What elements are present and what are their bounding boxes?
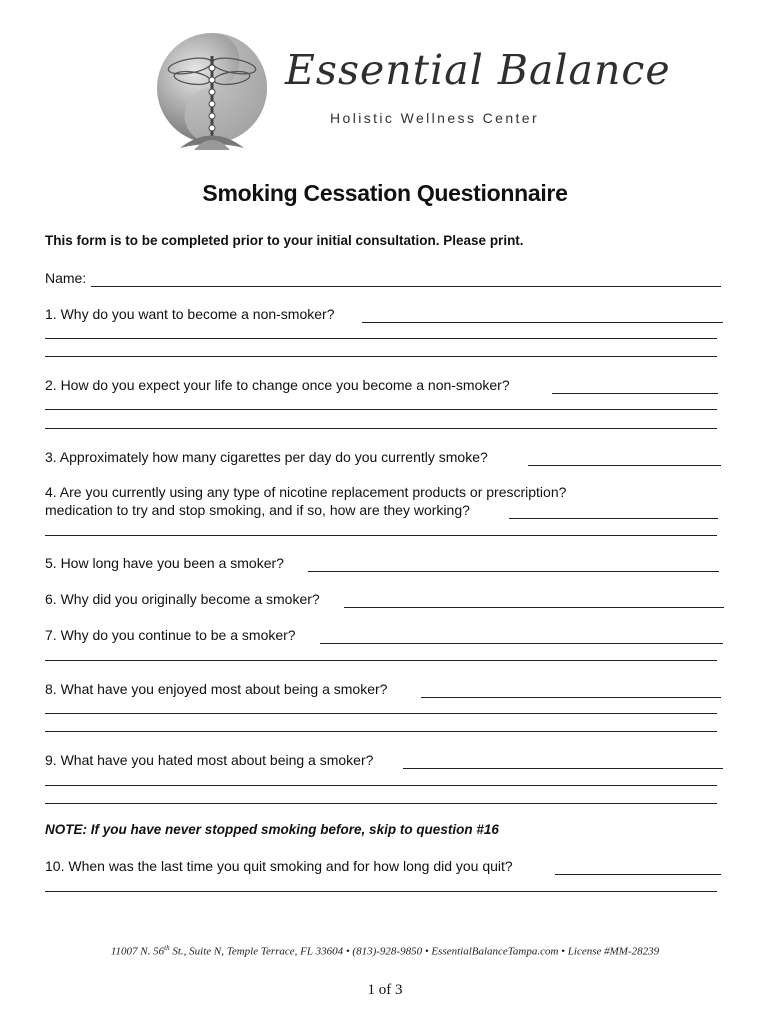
answer-4-line-2[interactable] — [45, 535, 717, 536]
answer-1-field[interactable] — [362, 306, 723, 323]
question-5: 5. How long have you been a smoker? — [45, 555, 284, 571]
question-3: 3. Approximately how many cigarettes per day do you currently smoke? — [45, 449, 488, 465]
question-4-continued: medication to try and stop smoking, and if so, how are they working? — [45, 502, 470, 518]
footer-address — [0, 944, 770, 958]
question-8: 8. What have you enjoyed most about being a smoker? — [45, 681, 388, 697]
answer-10-line-2[interactable] — [45, 891, 717, 892]
answer-2-line-2[interactable] — [45, 409, 717, 410]
name-label: Name: — [45, 270, 87, 286]
question-1: 1. Why do you want to become a non-smoker? — [45, 306, 335, 322]
page-number: 1 of 3 — [367, 982, 403, 998]
footer-address-sup: th — [164, 944, 170, 952]
question-4: 4. Are you currently using any type of nicotine replacement products or prescription? — [45, 484, 567, 500]
brand-name: Essential Balance — [285, 46, 671, 94]
intro-text: This form is to be completed prior to your initial consultation. Please print. — [45, 233, 524, 248]
answer-8-field[interactable] — [421, 681, 721, 698]
answer-6-field[interactable] — [344, 591, 724, 608]
answer-7-field[interactable] — [320, 627, 723, 644]
answer-8-line-3[interactable] — [45, 731, 717, 732]
answer-1-line-3[interactable] — [45, 356, 717, 357]
name-field[interactable] — [91, 270, 721, 287]
brand-tagline: Holistic Wellness Center — [330, 110, 540, 126]
page-title: Smoking Cessation Questionnaire — [202, 180, 568, 206]
question-10: 10. When was the last time you quit smoking and for how long did you quit? — [45, 858, 513, 874]
logo — [150, 28, 671, 158]
footer-address-prefix: 11007 N. 56 — [110, 945, 165, 958]
answer-9-line-2[interactable] — [45, 785, 717, 786]
answer-8-line-2[interactable] — [45, 713, 717, 714]
answer-3-field[interactable] — [528, 449, 721, 466]
answer-5-field[interactable] — [308, 555, 719, 572]
answer-2-line-3[interactable] — [45, 428, 717, 429]
answer-1-line-2[interactable] — [45, 338, 717, 339]
yin-yang-dragonfly-emblem — [150, 28, 280, 158]
answer-4-field[interactable] — [509, 502, 718, 519]
footer-address-rest: St., Suite N, Temple Terrace, FL 33604 • (813)-928-9850 • EssentialBalanceTampa.com • License #MM-28239 — [169, 945, 660, 958]
question-7: 7. Why do you continue to be a smoker? — [45, 627, 296, 643]
answer-7-line-2[interactable] — [45, 660, 717, 661]
question-9: 9. What have you hated most about being a smoker? — [45, 752, 374, 768]
skip-note: NOTE: If you have never stopped smoking before, skip to question #16 — [45, 822, 499, 837]
answer-9-line-3[interactable] — [45, 803, 717, 804]
answer-2-field[interactable] — [552, 377, 718, 394]
answer-9-field[interactable] — [403, 752, 723, 769]
question-2: 2. How do you expect your life to change once you become a non-smoker? — [45, 377, 510, 393]
answer-10-field[interactable] — [555, 858, 721, 875]
question-6: 6. Why did you originally become a smoker? — [45, 591, 320, 607]
